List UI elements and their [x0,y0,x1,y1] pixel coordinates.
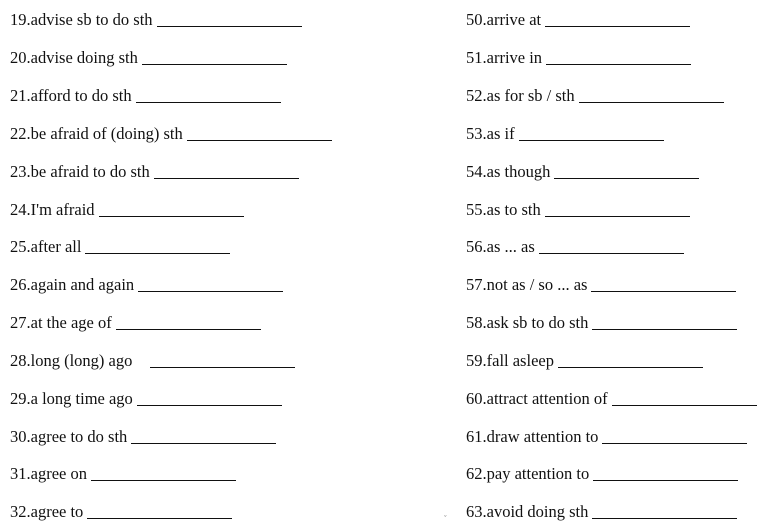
list-item [466,417,747,447]
item-label: 52.as for sb / sth [466,86,575,105]
item-label: 26.again and again [10,275,135,294]
answer-blank[interactable] [539,253,684,254]
answer-blank[interactable] [157,26,302,27]
answer-blank[interactable] [136,102,281,103]
list-item [466,190,690,220]
list-item [10,341,295,371]
list-item [10,227,230,257]
answer-blank[interactable] [519,140,664,141]
item-label: 22.be afraid of (doing) sth [10,124,183,143]
item-label: 53.as if [466,124,515,143]
item-label: 60.attract attention of [466,389,608,408]
list-item [466,152,699,182]
list-item [10,38,287,68]
item-label: 24.I'm afraid [10,200,95,219]
list-item [10,417,276,447]
answer-blank[interactable] [545,216,690,217]
list-item [466,454,738,484]
answer-blank[interactable] [593,480,738,481]
list-item [10,454,236,484]
answer-blank[interactable] [154,178,299,179]
answer-blank[interactable] [592,329,737,330]
answer-blank[interactable] [142,64,287,65]
list-item [466,76,724,106]
answer-blank[interactable] [85,253,230,254]
list-item [10,114,332,144]
answer-blank[interactable] [612,405,757,406]
answer-blank[interactable] [592,518,737,519]
item-label: 27.at the age of [10,313,112,332]
list-item [466,379,757,409]
item-label: 31.agree on [10,464,87,483]
answer-blank[interactable] [99,216,244,217]
item-label: 32.agree to [10,502,84,521]
answer-blank[interactable] [558,367,703,368]
answer-blank[interactable] [91,480,236,481]
answer-blank[interactable] [546,64,691,65]
item-label: 59.fall asleep [466,351,554,370]
list-item [466,303,737,333]
answer-blank[interactable] [591,291,736,292]
answer-blank[interactable] [579,102,724,103]
item-label: 20.advise doing sth [10,48,138,67]
item-label: 62.pay attention to [466,464,590,483]
item-label: 57.not as / so ... as [466,275,588,294]
list-item [10,76,281,106]
list-item [10,379,282,409]
item-label: 58.ask sb to do sth [466,313,589,332]
answer-blank[interactable] [138,291,283,292]
item-label: 63.avoid doing sth [466,502,589,521]
page-mark: ˇ [444,514,447,523]
item-label: 56.as ... as [466,237,535,256]
list-item [466,114,664,144]
item-label: 21.afford to do sth [10,86,132,105]
list-item [466,227,684,257]
item-label: 28.long (long) ago [10,351,133,370]
list-item [466,341,703,371]
list-item [466,265,736,295]
item-label: 23.be afraid to do sth [10,162,150,181]
list-item [10,0,302,30]
list-item [10,190,244,220]
answer-blank[interactable] [87,518,232,519]
list-item [10,492,232,522]
item-label: 25.after all [10,237,82,256]
item-label: 50.arrive at [466,10,542,29]
answer-blank[interactable] [545,26,690,27]
answer-blank[interactable] [116,329,261,330]
list-item [10,303,261,333]
answer-blank[interactable] [187,140,332,141]
answer-blank[interactable] [137,405,282,406]
list-item [10,265,283,295]
answer-blank[interactable] [131,443,276,444]
item-label: 51.arrive in [466,48,543,67]
item-label: 61.draw attention to [466,427,599,446]
item-label: 29.a long time ago [10,389,133,408]
item-label: 54.as though [466,162,551,181]
list-item [466,38,691,68]
list-item [466,0,690,30]
answer-blank[interactable] [554,178,699,179]
item-label: 30.agree to do sth [10,427,128,446]
item-label: 55.as to sth [466,200,541,219]
list-item [466,492,737,522]
list-item [10,152,299,182]
item-label: 19.advise sb to do sth [10,10,153,29]
answer-blank[interactable] [602,443,747,444]
answer-blank[interactable] [150,367,295,368]
